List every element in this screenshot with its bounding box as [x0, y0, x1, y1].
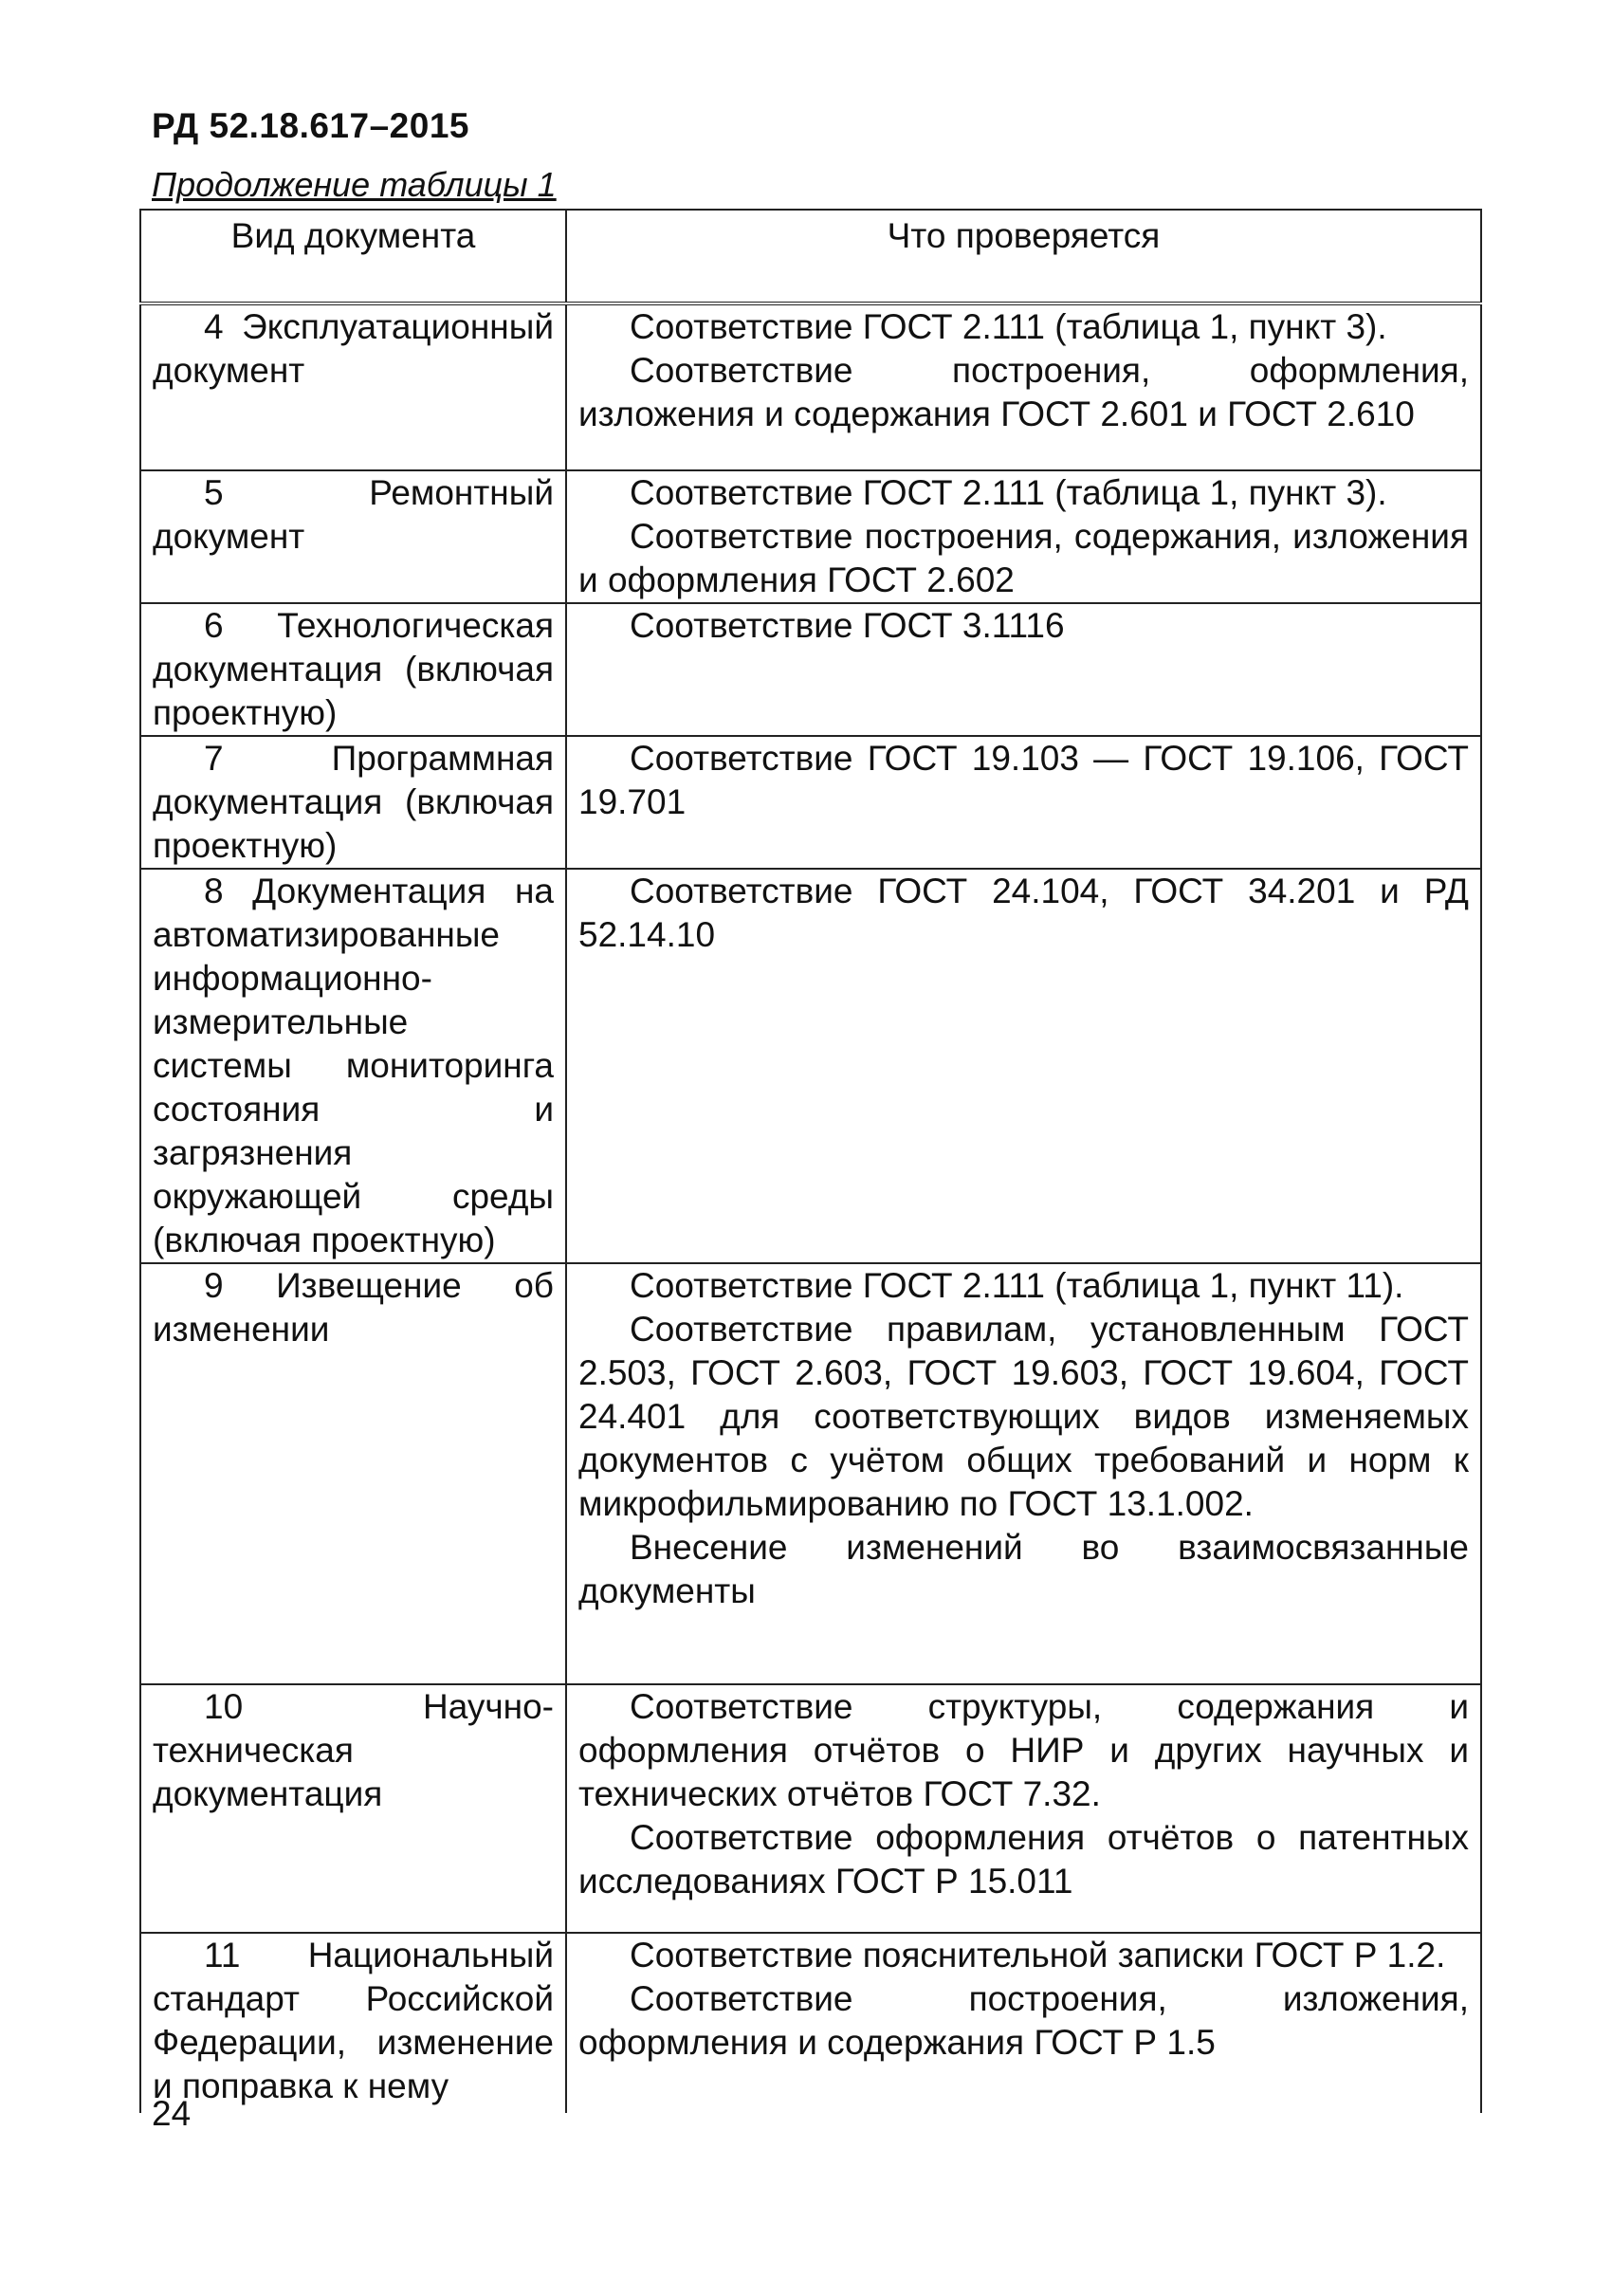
doc-type-text: 7 Программная документация (включая проектную): [153, 739, 554, 865]
table-row: [140, 1263, 1481, 1684]
checks-cell: [566, 603, 1481, 736]
check-paragraph: Соответствие правилам, установленным ГОСТ 2.503, ГОСТ 2.603, ГОСТ 19.603, ГОСТ 19.604, ГОСТ 24.401 для соответствующих видов изменяемых документов с учётом общих требований и норм к микрофильмированию по ГОСТ 13.1.002.: [578, 1310, 1469, 1523]
checks-cell: [566, 1263, 1481, 1684]
checks-cell: [566, 1933, 1481, 2113]
checks-cell: [566, 1684, 1481, 1933]
check-paragraph: Соответствие ГОСТ 24.104, ГОСТ 34.201 и РД 52.14.10: [578, 872, 1469, 954]
check-paragraph: Соответствие построения, содержания, изложения и оформления ГОСТ 2.602: [578, 517, 1469, 599]
doc-type-text: 8 Документация на автоматизированные информационно-измерительные системы мониторинга состояния и загрязнения окружающей среды (включая проектную): [153, 872, 554, 1259]
check-paragraph: Соответствие ГОСТ 2.111 (таблица 1, пункт 3).: [630, 307, 1387, 346]
table-row: [140, 736, 1481, 869]
checks-cell: [566, 303, 1481, 470]
table-row: [140, 1684, 1481, 1933]
doc-type-cell: [140, 869, 566, 1263]
check-paragraph: Внесение изменений во взаимосвязанные документы: [578, 1528, 1469, 1610]
checks-cell: [566, 470, 1481, 603]
column-header-checks: Что проверяется: [566, 210, 1481, 303]
doc-type-cell: [140, 470, 566, 603]
table-row: [140, 603, 1481, 736]
check-paragraph: Соответствие ГОСТ 3.1116: [630, 606, 1065, 645]
doc-type-cell: [140, 303, 566, 470]
table-row: [140, 869, 1481, 1263]
doc-type-text: 9 Извещение об изменении: [153, 1266, 554, 1349]
page-number: 24: [152, 2094, 192, 2133]
inspection-table: [139, 209, 1482, 2113]
check-paragraph: Соответствие ГОСТ 19.103 — ГОСТ 19.106, ГОСТ 19.701: [578, 739, 1469, 821]
table-row: [140, 470, 1481, 603]
doc-type-text: 4 Эксплуатационный документ: [153, 307, 554, 390]
table-row: [140, 303, 1481, 470]
document-code: РД 52.18.617–2015: [152, 106, 469, 145]
doc-type-text: 10 Научно-техническая документация: [153, 1687, 554, 1813]
column-header-doc-type: Вид документа: [140, 210, 566, 303]
doc-type-cell: [140, 1263, 566, 1684]
table-row: [140, 1933, 1481, 2113]
checks-cell: [566, 736, 1481, 869]
check-paragraph: Соответствие построения, изложения, оформления и содержания ГОСТ Р 1.5: [578, 1979, 1469, 2062]
check-paragraph: Соответствие ГОСТ 2.111 (таблица 1, пункт 11).: [630, 1266, 1404, 1305]
doc-type-cell: [140, 1933, 566, 2113]
doc-type-text: 11 Национальный стандарт Российской Федерации, изменение и поправка к нему: [153, 1936, 554, 2105]
table-body: [140, 303, 1481, 2113]
check-paragraph: Соответствие ГОСТ 2.111 (таблица 1, пункт 3).: [630, 473, 1387, 512]
doc-type-cell: [140, 736, 566, 869]
doc-type-text: 6 Технологическая документация (включая проектную): [153, 606, 554, 732]
check-paragraph: Соответствие структуры, содержания и оформления отчётов о НИР и других научных и технических отчётов ГОСТ 7.32.: [578, 1687, 1469, 1813]
check-paragraph: Соответствие пояснительной записки ГОСТ Р 1.2.: [630, 1936, 1446, 1975]
doc-type-text: 5 Ремонтный документ: [153, 473, 554, 556]
doc-type-cell: [140, 1684, 566, 1933]
table-continuation-caption: Продолжение таблицы 1: [152, 165, 557, 204]
check-paragraph: Соответствие построения, оформления, изложения и содержания ГОСТ 2.601 и ГОСТ 2.610: [578, 351, 1469, 433]
checks-cell: [566, 869, 1481, 1263]
check-paragraph: Соответствие оформления отчётов о патентных исследованиях ГОСТ Р 15.011: [578, 1818, 1469, 1901]
table-header-row: [140, 210, 1481, 303]
doc-type-cell: [140, 603, 566, 736]
